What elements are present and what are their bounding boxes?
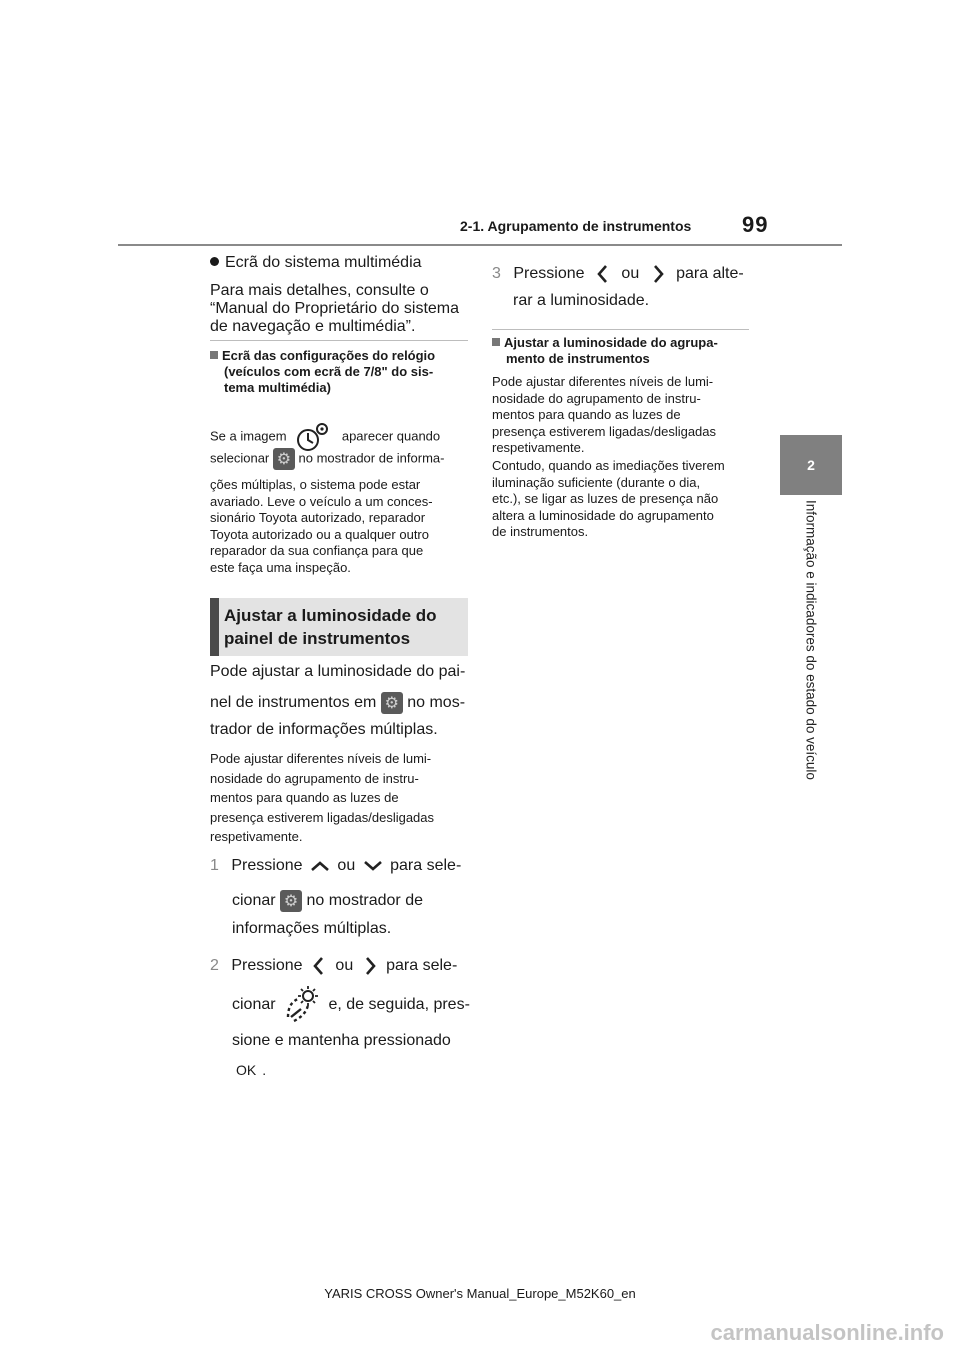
text-fragment: nel de instrumentos em bbox=[210, 694, 377, 712]
step-2-line-1 bbox=[210, 955, 457, 977]
heading-line: (veículos com ecrã de 7/8" do sis- bbox=[224, 364, 434, 379]
text-line: etc.), se ligar as luzes de presença não bbox=[492, 491, 719, 506]
step-1-line-2 bbox=[232, 890, 423, 912]
chevron-up-icon bbox=[309, 859, 331, 873]
divider bbox=[492, 329, 749, 330]
bullet-line: “Manual do Proprietário do sistema bbox=[210, 300, 460, 317]
step-2-line-3: sione e mantenha pressionado bbox=[232, 1032, 451, 1049]
text-line: presença estiverem ligadas/desligadas bbox=[492, 423, 717, 439]
step-number: 3 bbox=[492, 265, 501, 283]
step-2-line-2 bbox=[232, 985, 470, 1025]
chevron-left-icon bbox=[311, 955, 327, 977]
text-line: mentos para quando as luzes de bbox=[210, 790, 399, 805]
clock-paragraph bbox=[210, 477, 433, 576]
settings-gear-icon bbox=[280, 890, 302, 912]
bullet-heading-text: Ecrã do sistema multimédia bbox=[225, 254, 422, 271]
settings-gear-icon bbox=[273, 448, 295, 470]
text-fragment: no mostrador de informa- bbox=[298, 450, 445, 466]
square-bullet-icon bbox=[492, 338, 500, 346]
text-line: reparador da sua confiança para que bbox=[210, 543, 424, 558]
footer-text: YARIS CROSS Owner's Manual_Europe_M52K60_en bbox=[324, 1286, 636, 1301]
heading-line: Ajustar a luminosidade do agrupa- bbox=[504, 335, 718, 350]
text-line: Toyota autorizado ou a qualquer outro bbox=[210, 526, 429, 542]
text-fragment: para alte- bbox=[676, 265, 744, 283]
text-fragment: cionar bbox=[232, 996, 276, 1014]
step-2-line-4 bbox=[236, 1062, 266, 1078]
chevron-down-icon bbox=[362, 859, 384, 873]
text-fragment: e, de seguida, pres- bbox=[328, 996, 470, 1014]
chapter-label-text: Informação e indicadores do estado do veículo bbox=[803, 500, 819, 780]
text-line: de instrumentos. bbox=[492, 524, 589, 539]
text-fragment: Pressione bbox=[231, 957, 303, 975]
cluster-brightness-paragraph-1 bbox=[492, 374, 752, 457]
section-title: 2-1. Agrupamento de instrumentos bbox=[460, 218, 692, 234]
section-heading bbox=[224, 604, 437, 650]
intro-line-2 bbox=[210, 692, 465, 714]
page-number: 99 bbox=[742, 212, 769, 237]
text-line: presença estiverem ligadas/desligadas bbox=[210, 809, 435, 825]
text-line: nosidade do agrupamento de instru- bbox=[492, 390, 701, 406]
text-line: respetivamente. bbox=[210, 829, 303, 844]
step-1-line-1 bbox=[210, 857, 461, 875]
heading-line: Ajustar a luminosidade do bbox=[224, 606, 437, 625]
ok-button-label: OK bbox=[236, 1062, 257, 1078]
section-heading-box bbox=[210, 598, 468, 656]
text-line: ções múltiplas, o sistema pode estar bbox=[210, 477, 421, 492]
chapter-tab bbox=[780, 435, 842, 495]
bullet-paragraph bbox=[210, 282, 459, 336]
bullet-line: Para mais detalhes, consulte o bbox=[210, 282, 429, 299]
text-fragment: para sele- bbox=[390, 857, 462, 874]
text-line: Pode ajustar diferentes níveis de lumi- bbox=[492, 374, 714, 389]
chapter-label bbox=[780, 500, 842, 840]
cluster-brightness-heading bbox=[492, 335, 750, 367]
section-heading-bar bbox=[210, 598, 219, 656]
text-line: mentos para quando as luzes de bbox=[492, 407, 681, 422]
chevron-left-icon bbox=[595, 263, 611, 285]
text-fragment: ou bbox=[621, 265, 640, 283]
intro-line: Pode ajustar a luminosidade do pai- bbox=[210, 663, 466, 680]
text-fragment: ou bbox=[335, 957, 354, 975]
divider bbox=[210, 340, 468, 341]
text-fragment: no mostrador de bbox=[306, 892, 423, 910]
text-line: avariado. Leve o veículo a um conces- bbox=[210, 493, 433, 509]
text-fragment: Pressione bbox=[513, 265, 585, 283]
heading-line: tema multimédia) bbox=[224, 380, 331, 395]
step-1-line-3: informações múltiplas. bbox=[232, 920, 392, 937]
bullet-line: de navegação e multimédia”. bbox=[210, 318, 416, 335]
text-line: este faça uma inspeção. bbox=[210, 559, 351, 575]
text-fragment: para sele- bbox=[386, 957, 458, 975]
intro-line: trador de informações múltiplas. bbox=[210, 721, 438, 738]
step-number: 2 bbox=[210, 957, 219, 975]
text-line: iluminação suficiente (durante o dia, bbox=[492, 474, 701, 490]
clock-text-line-2 bbox=[210, 448, 444, 470]
chevron-right-icon bbox=[650, 263, 666, 285]
chapter-number: 2 bbox=[807, 457, 815, 473]
heading-line: painel de instrumentos bbox=[224, 629, 411, 648]
clock-settings-heading bbox=[210, 348, 468, 396]
text-fragment: ou bbox=[337, 857, 356, 874]
watermark: carmanualsonline.info bbox=[710, 1320, 944, 1345]
chevron-right-icon bbox=[362, 955, 378, 977]
text-fragment: cionar bbox=[232, 892, 276, 910]
text-line: nosidade do agrupamento de instru- bbox=[210, 770, 419, 786]
heading-line: Ecrã das configurações do relógio bbox=[222, 348, 436, 363]
text-fragment: aparecer quando bbox=[341, 428, 441, 444]
text-fragment: no mos- bbox=[407, 694, 466, 712]
text-fragment: selecionar bbox=[210, 450, 270, 466]
text-line: Pode ajustar diferentes níveis de lumi- bbox=[210, 751, 432, 766]
text-fragment: . bbox=[262, 1062, 267, 1078]
note-paragraph bbox=[210, 749, 434, 847]
text-line: respetivamente. bbox=[492, 440, 585, 455]
brightness-adjust-icon bbox=[282, 985, 322, 1025]
step-number: 1 bbox=[210, 857, 219, 874]
square-bullet-icon bbox=[210, 351, 218, 359]
settings-gear-icon bbox=[381, 692, 403, 714]
step-3-line-1 bbox=[492, 263, 744, 285]
text-line: Contudo, quando as imediações tiverem bbox=[492, 458, 725, 473]
text-fragment: Pressione bbox=[231, 857, 303, 874]
text-line: altera a luminosidade do agrupamento bbox=[492, 507, 714, 523]
header-divider bbox=[118, 244, 842, 246]
step-3-line-2: rar a luminosidade. bbox=[513, 292, 650, 309]
cluster-brightness-paragraph-2 bbox=[492, 458, 752, 541]
text-line: sionário Toyota autorizado, reparador bbox=[210, 510, 426, 525]
heading-line: mento de instrumentos bbox=[506, 351, 650, 366]
text-fragment: Se a imagem bbox=[210, 428, 287, 444]
bullet-heading bbox=[210, 254, 422, 272]
bullet-dot-icon bbox=[210, 257, 219, 266]
